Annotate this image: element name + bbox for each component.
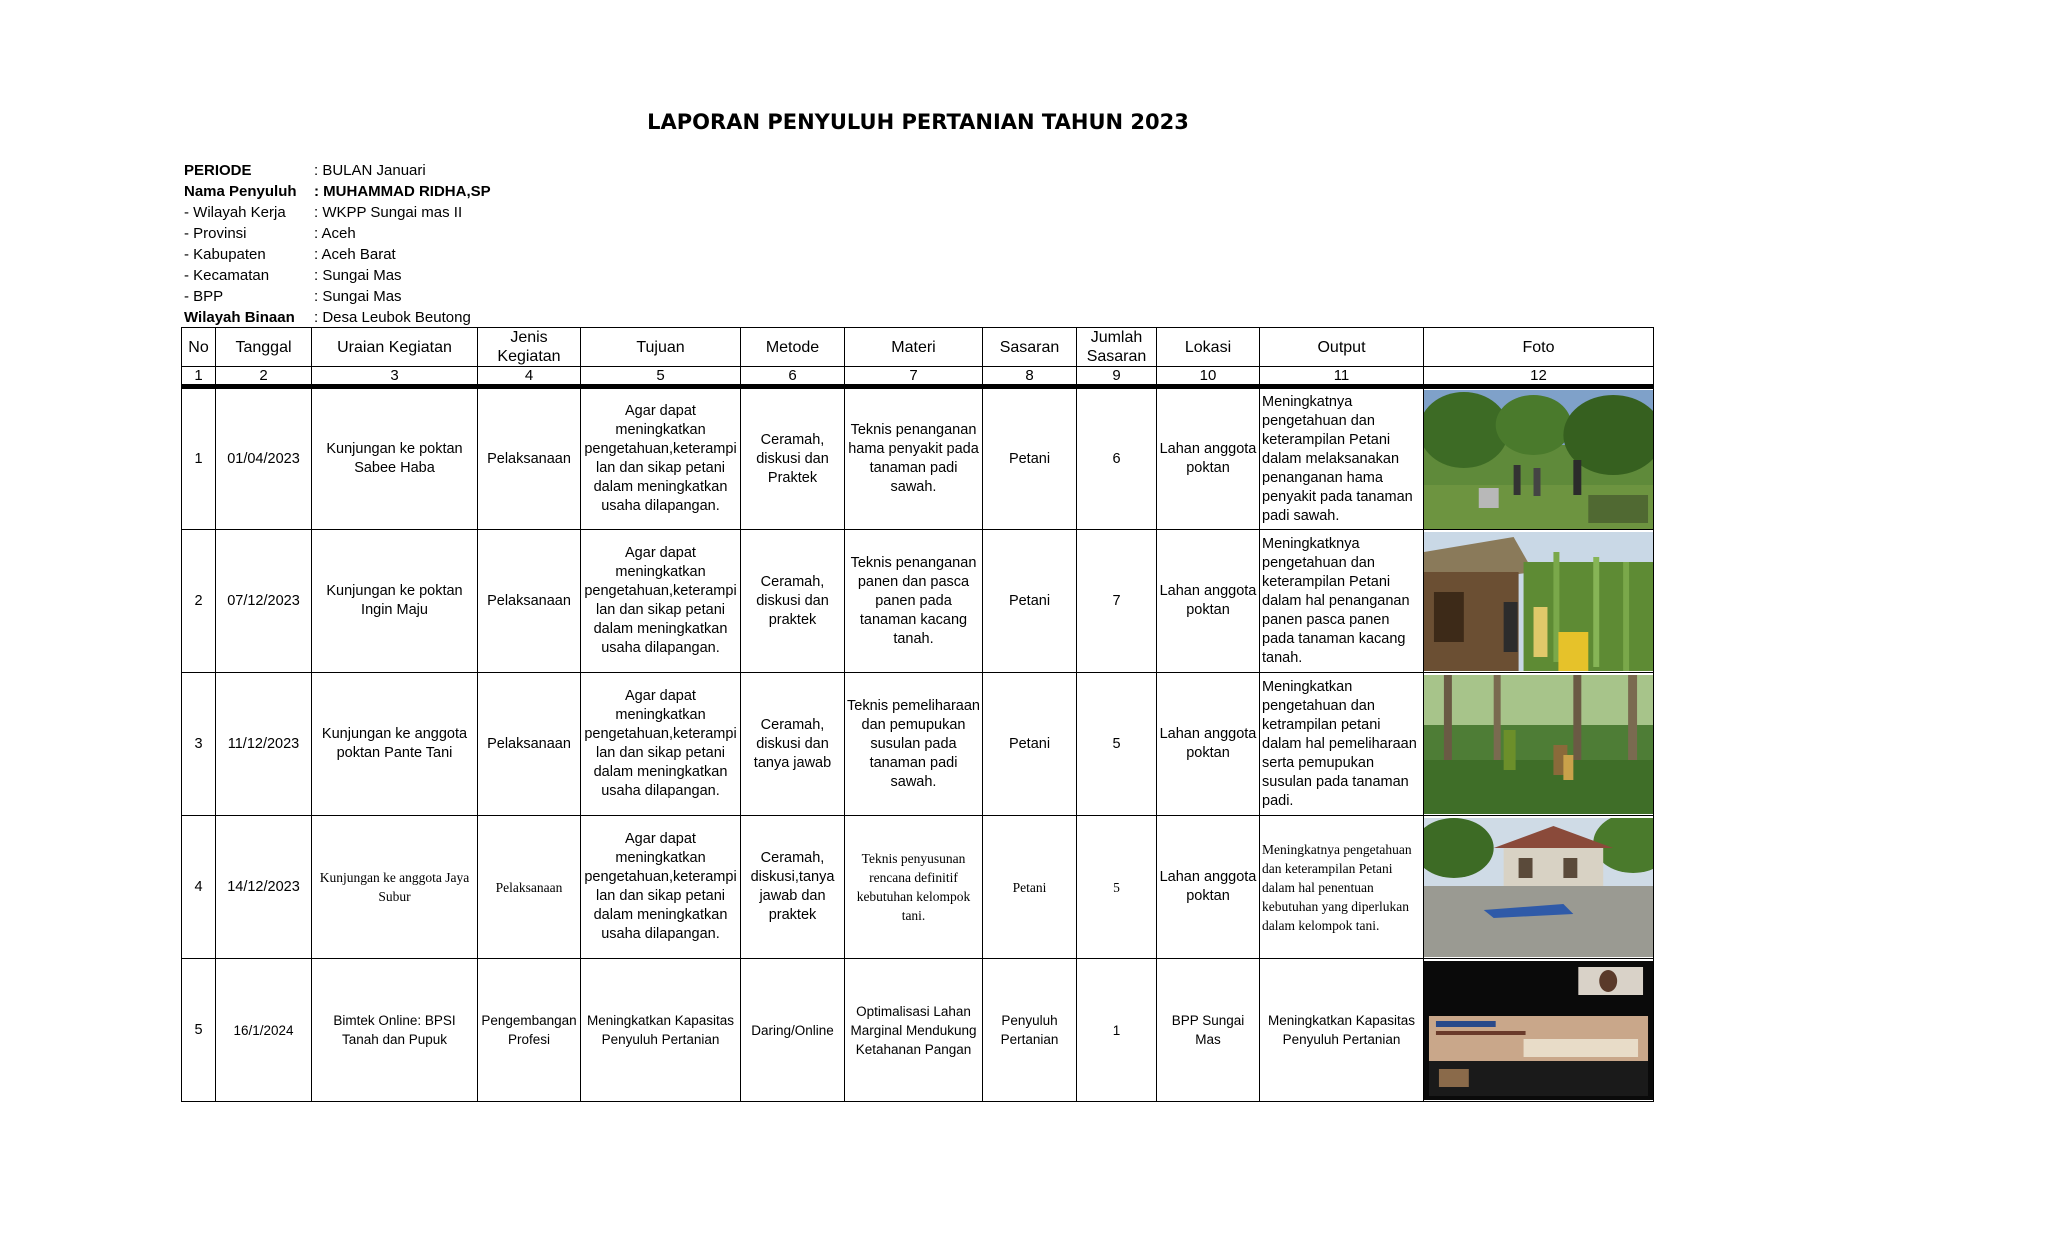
cell-foto — [1424, 673, 1654, 816]
meta-label: - Provinsi — [184, 225, 247, 242]
meta-wilayah-binaan — [184, 307, 491, 328]
cell-lokasi: Lahan anggota poktan — [1157, 387, 1260, 530]
col-header: Tanggal — [216, 328, 312, 367]
cell-jumlah: 5 — [1077, 673, 1157, 816]
cell-jenis: Pengembangan Profesi — [478, 959, 581, 1102]
cell-metode: Ceramah, diskusi dan tanya jawab — [741, 673, 845, 816]
cell-jumlah: 7 — [1077, 530, 1157, 673]
cell-lokasi: Lahan anggota poktan — [1157, 816, 1260, 959]
col-header: No — [182, 328, 216, 367]
col-header: Metode — [741, 328, 845, 367]
cell-jumlah: 1 — [1077, 959, 1157, 1102]
col-header: Materi — [845, 328, 983, 367]
cell-no: 1 — [182, 387, 216, 530]
cell-sasaran: Petani — [983, 673, 1077, 816]
cell-tujuan: Agar dapat meningkatkan pengetahuan,keterampi lan dan sikap petani dalam meningkatkan usaha dilapangan. — [581, 530, 741, 673]
cell-jenis: Pelaksanaan — [478, 673, 581, 816]
cell-no: 5 — [182, 959, 216, 1102]
activity-table — [181, 327, 1654, 1102]
meta-label: - Kabupaten — [184, 246, 266, 263]
cell-foto — [1424, 387, 1654, 530]
cell-materi: Teknis penanganan hama penyakit pada tanaman padi sawah. — [845, 387, 983, 530]
col-header: Jenis Kegiatan — [478, 328, 581, 367]
meta-label: Wilayah Binaan — [184, 309, 295, 326]
cell-materi: Teknis penyusunan rencana definitif kebutuhan kelompok tani. — [845, 816, 983, 959]
table-row — [182, 816, 1654, 959]
meta-label: Nama Penyuluh — [184, 183, 297, 200]
col-header: Jumlah Sasaran — [1077, 328, 1157, 367]
col-header: Sasaran — [983, 328, 1077, 367]
cell-materi: Optimalisasi Lahan Marginal Mendukung Ketahanan Pangan — [845, 959, 983, 1102]
cell-jumlah: 5 — [1077, 816, 1157, 959]
cell-foto — [1424, 959, 1654, 1102]
cell-tanggal: 16/1/2024 — [216, 959, 312, 1102]
meta-value: : WKPP Sungai mas II — [314, 204, 463, 221]
field-photo-1 — [1424, 390, 1653, 529]
cell-output: Meningkatnya pengetahuan dan keterampilan Petani dalam melaksanakan penanganan hama penyakit pada tanaman padi sawah. — [1260, 387, 1424, 530]
col-number: 11 — [1260, 367, 1424, 387]
col-number: 9 — [1077, 367, 1157, 387]
col-header: Foto — [1424, 328, 1654, 367]
meta-nama-penyuluh — [184, 181, 491, 202]
cell-uraian: Kunjungan ke anggota Jaya Subur — [312, 816, 478, 959]
report-meta — [184, 160, 491, 328]
cell-jenis: Pelaksanaan — [478, 530, 581, 673]
col-number: 3 — [312, 367, 478, 387]
cell-metode: Ceramah, diskusi,tanya jawab dan praktek — [741, 816, 845, 959]
col-number: 8 — [983, 367, 1077, 387]
cell-metode: Daring/Online — [741, 959, 845, 1102]
report-title: LAPORAN PENYULUH PERTANIAN TAHUN 2023 — [647, 110, 1189, 134]
cell-output: Meningkatkan pengetahuan dan ketrampilan petani dalam hal pemeliharaan serta pemupukan susulan pada tanaman padi. — [1260, 673, 1424, 816]
cell-materi: Teknis penanganan panen dan pasca panen pada tanaman kacang tanah. — [845, 530, 983, 673]
meta-value: : BULAN Januari — [314, 162, 426, 179]
meta-value: : Desa Leubok Beutong — [314, 309, 471, 326]
cell-sasaran: Petani — [983, 816, 1077, 959]
cell-tujuan: Agar dapat meningkatkan pengetahuan,keterampi lan dan sikap petani dalam meningkatkan usaha dilapangan. — [581, 816, 741, 959]
cell-metode: Ceramah, diskusi dan praktek — [741, 530, 845, 673]
meta-wilayah-kerja — [184, 202, 491, 223]
cell-jumlah: 6 — [1077, 387, 1157, 530]
col-header: Output — [1260, 328, 1424, 367]
col-header: Tujuan — [581, 328, 741, 367]
column-number-row — [182, 367, 1654, 387]
meta-label: - Wilayah Kerja — [184, 204, 286, 221]
meta-value: : MUHAMMAD RIDHA,SP — [314, 183, 491, 200]
cell-no: 3 — [182, 673, 216, 816]
meta-value: : Sungai Mas — [314, 288, 402, 305]
meta-label: PERIODE — [184, 162, 252, 179]
cell-tujuan: Agar dapat meningkatkan pengetahuan,keterampi lan dan sikap petani dalam meningkatkan usaha dilapangan. — [581, 673, 741, 816]
table-row — [182, 673, 1654, 816]
cell-jenis: Pelaksanaan — [478, 387, 581, 530]
meta-label: - BPP — [184, 288, 224, 305]
cell-uraian: Bimtek Online: BPSI Tanah dan Pupuk — [312, 959, 478, 1102]
cell-tujuan: Agar dapat meningkatkan pengetahuan,keterampi lan dan sikap petani dalam meningkatkan usaha dilapangan. — [581, 387, 741, 530]
webinar-screenshot — [1424, 961, 1653, 1100]
meta-bpp — [184, 286, 491, 307]
cell-metode: Ceramah, diskusi dan Praktek — [741, 387, 845, 530]
cell-sasaran: Petani — [983, 387, 1077, 530]
col-number: 4 — [478, 367, 581, 387]
col-header: Lokasi — [1157, 328, 1260, 367]
meta-provinsi — [184, 223, 491, 244]
table-header-row — [182, 328, 1654, 367]
meta-value: : Aceh Barat — [314, 246, 396, 263]
cell-jenis: Pelaksanaan — [478, 816, 581, 959]
col-number: 7 — [845, 367, 983, 387]
cell-tanggal: 14/12/2023 — [216, 816, 312, 959]
cell-output: Meningkatnya pengetahuan dan keterampilan Petani dalam hal penentuan kebutuhan yang diperlukan dalam kelompok tani. — [1260, 816, 1424, 959]
cell-lokasi: Lahan anggota poktan — [1157, 530, 1260, 673]
cell-uraian: Kunjungan ke poktan Ingin Maju — [312, 530, 478, 673]
cell-no: 2 — [182, 530, 216, 673]
col-number: 6 — [741, 367, 845, 387]
table-row — [182, 530, 1654, 673]
cell-uraian: Kunjungan ke anggota poktan Pante Tani — [312, 673, 478, 816]
cell-tanggal: 11/12/2023 — [216, 673, 312, 816]
cell-foto — [1424, 816, 1654, 959]
field-photo-3 — [1424, 675, 1653, 814]
field-photo-2 — [1424, 532, 1653, 671]
cell-tanggal: 01/04/2023 — [216, 387, 312, 530]
cell-sasaran: Petani — [983, 530, 1077, 673]
cell-tanggal: 07/12/2023 — [216, 530, 312, 673]
field-photo-4 — [1424, 818, 1653, 957]
cell-foto — [1424, 530, 1654, 673]
col-number: 12 — [1424, 367, 1654, 387]
col-number: 1 — [182, 367, 216, 387]
meta-value: : Sungai Mas — [314, 267, 402, 284]
table-row — [182, 959, 1654, 1102]
table-row — [182, 387, 1654, 530]
col-header: Uraian Kegiatan — [312, 328, 478, 367]
cell-materi: Teknis pemeliharaan dan pemupukan susulan pada tanaman padi sawah. — [845, 673, 983, 816]
cell-lokasi: Lahan anggota poktan — [1157, 673, 1260, 816]
meta-kabupaten — [184, 244, 491, 265]
cell-output: Meningkatkan Kapasitas Penyuluh Pertanian — [1260, 959, 1424, 1102]
cell-tujuan: Meningkatkan Kapasitas Penyuluh Pertanian — [581, 959, 741, 1102]
meta-value: : Aceh — [314, 225, 356, 242]
cell-output: Meningkatknya pengetahuan dan keterampilan Petani dalam hal penanganan panen pasca panen pada tanaman kacang tanah. — [1260, 530, 1424, 673]
col-number: 5 — [581, 367, 741, 387]
col-number: 2 — [216, 367, 312, 387]
cell-lokasi: BPP Sungai Mas — [1157, 959, 1260, 1102]
meta-periode — [184, 160, 491, 181]
meta-label: - Kecamatan — [184, 267, 270, 284]
meta-kecamatan — [184, 265, 491, 286]
cell-no: 4 — [182, 816, 216, 959]
col-number: 10 — [1157, 367, 1260, 387]
cell-sasaran: Penyuluh Pertanian — [983, 959, 1077, 1102]
cell-uraian: Kunjungan ke poktan Sabee Haba — [312, 387, 478, 530]
